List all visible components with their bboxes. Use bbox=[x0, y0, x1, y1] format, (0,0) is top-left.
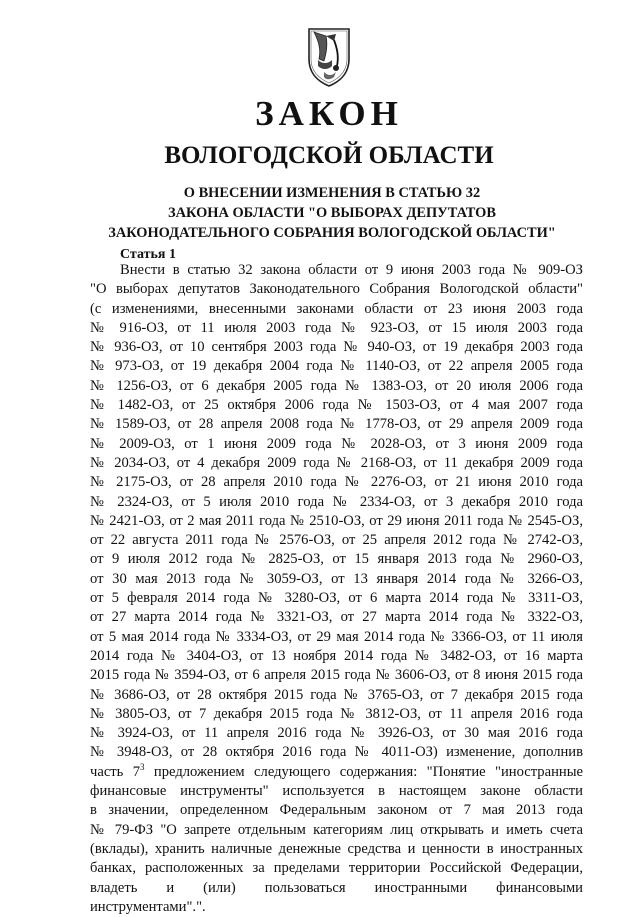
body-line: № 1482-ОЗ, от 25 октября 2006 года № 1503-ОЗ, от 4 мая 2007 года bbox=[90, 397, 583, 414]
body-line: № 2034-ОЗ, от 4 декабря 2009 года № 2168-ОЗ, от 11 декабря 2009 года bbox=[90, 454, 583, 471]
body-line: часть $7^3$ предложением следующего содержания: "Понятие "иностранные bbox=[90, 761, 583, 780]
body-line: Внести в статью 32 закона области от 9 июня 2003 года № 909-ОЗ bbox=[120, 262, 583, 278]
body-line: № 1256-ОЗ, от 6 декабря 2005 года № 1383-ОЗ, от 20 июля 2006 года bbox=[90, 377, 583, 394]
body-line: № 3686-ОЗ, от 28 октября 2015 года № 3765-ОЗ, от 7 декабря 2015 года bbox=[90, 686, 583, 703]
body-line: "О выборах депутатов Законодательного Собрания Вологодской области" bbox=[90, 281, 583, 298]
body-line: инструментами".". bbox=[90, 898, 206, 915]
heading-line: ЗАКОНОДАТЕЛЬНОГО СОБРАНИЯ ВОЛОГОДСКОЙ ОБЛАСТИ" bbox=[108, 225, 556, 241]
body-line: № 1589-ОЗ, от 28 апреля 2008 года № 1778-ОЗ, от 29 апреля 2009 года bbox=[90, 416, 583, 433]
law-heading bbox=[0, 183, 640, 243]
body-line: № 79-ФЗ "О запрете отдельным категориям лиц открывать и иметь счета bbox=[90, 821, 583, 838]
body-line: от 5 мая 2014 года № 3334-ОЗ, от 29 мая 2014 года № 3366-ОЗ, от 11 июля bbox=[90, 628, 583, 645]
body-line: (с изменениями, внесенными законами области от 23 июня 2003 года bbox=[90, 300, 583, 317]
body-line: (вклады), хранить наличные денежные средства и ценности в иностранных bbox=[90, 840, 583, 857]
article-body bbox=[90, 261, 583, 917]
body-line: № 973-ОЗ, от 19 декабря 2004 года № 1140-ОЗ, от 22 апреля 2005 года bbox=[90, 358, 583, 375]
body-line: № 2324-ОЗ, от 5 июля 2010 года № 2334-ОЗ, от 3 декабря 2010 года bbox=[90, 493, 583, 510]
body-line: № 936-ОЗ, от 10 сентября 2003 года № 940-ОЗ, от 19 декабря 2003 года bbox=[90, 339, 583, 356]
heading-line: ЗАКОНА ОБЛАСТИ "О ВЫБОРАХ ДЕПУТАТОВ bbox=[168, 205, 496, 221]
body-line: № 2175-ОЗ, от 28 апреля 2010 года № 2276-ОЗ, от 21 июня 2010 года bbox=[90, 474, 583, 491]
superscript: 3 bbox=[140, 761, 145, 772]
body-line: в значении, определенном Федеральным законом от 7 мая 2013 года bbox=[90, 802, 583, 819]
body-line: № 3924-ОЗ, от 11 апреля 2016 года № 3926-ОЗ, от 30 мая 2016 года bbox=[90, 725, 583, 742]
body-line: от 30 мая 2013 года № 3059-ОЗ, от 13 января 2014 года № 3266-ОЗ, bbox=[90, 570, 583, 587]
article-title: Статья 1 bbox=[120, 247, 176, 262]
document-subtitle: ВОЛОГОДСКОЙ ОБЛАСТИ bbox=[164, 142, 494, 169]
body-line: финансовые инструменты" используется в настоящем законе области bbox=[90, 783, 583, 800]
body-line: № 2421-ОЗ, от 2 мая 2011 года № 2510-ОЗ, от 29 июня 2011 года № 2545-ОЗ, bbox=[90, 512, 583, 529]
document-title: ЗАКОН bbox=[255, 94, 403, 133]
coat-of-arms-emblem bbox=[306, 26, 352, 88]
body-line: № 2009-ОЗ, от 1 июня 2009 года № 2028-ОЗ, от 3 июня 2009 года bbox=[90, 435, 583, 452]
body-line: № 3805-ОЗ, от 7 декабря 2015 года № 3812-ОЗ, от 11 апреля 2016 года bbox=[90, 705, 583, 722]
body-line: от 9 июля 2012 года № 2825-ОЗ, от 15 января 2013 года № 2960-ОЗ, bbox=[90, 551, 583, 568]
body-line: № 3948-ОЗ, от 28 октября 2016 года № 4011-ОЗ) изменение, дополнив bbox=[90, 744, 583, 761]
heading-line: О ВНЕСЕНИИ ИЗМЕНЕНИЯ В СТАТЬЮ 32 bbox=[183, 185, 481, 201]
body-line: от 5 февраля 2014 года № 3280-ОЗ, от 6 марта 2014 года № 3311-ОЗ, bbox=[90, 590, 583, 607]
body-line: владеть и (или) пользоваться иностранными финансовыми bbox=[90, 879, 583, 896]
body-line: 2015 года № 3594-ОЗ, от 6 апреля 2015 года № 3606-ОЗ, от 8 июня 2015 года bbox=[90, 667, 583, 684]
body-line: от 22 августа 2011 года № 2576-ОЗ, от 25 апреля 2012 года № 2742-ОЗ, bbox=[90, 532, 583, 549]
body-line: № 916-ОЗ, от 11 июля 2003 года № 923-ОЗ, от 15 июля 2003 года bbox=[90, 319, 583, 336]
body-line: от 27 марта 2014 года № 3321-ОЗ, от 27 марта 2014 года № 3322-ОЗ, bbox=[90, 609, 583, 626]
body-line: банках, расположенных за пределами территории Российской Федерации, bbox=[90, 860, 583, 877]
body-line: 2014 года № 3404-ОЗ, от 13 ноября 2014 года № 3482-ОЗ, от 16 марта bbox=[90, 647, 583, 664]
